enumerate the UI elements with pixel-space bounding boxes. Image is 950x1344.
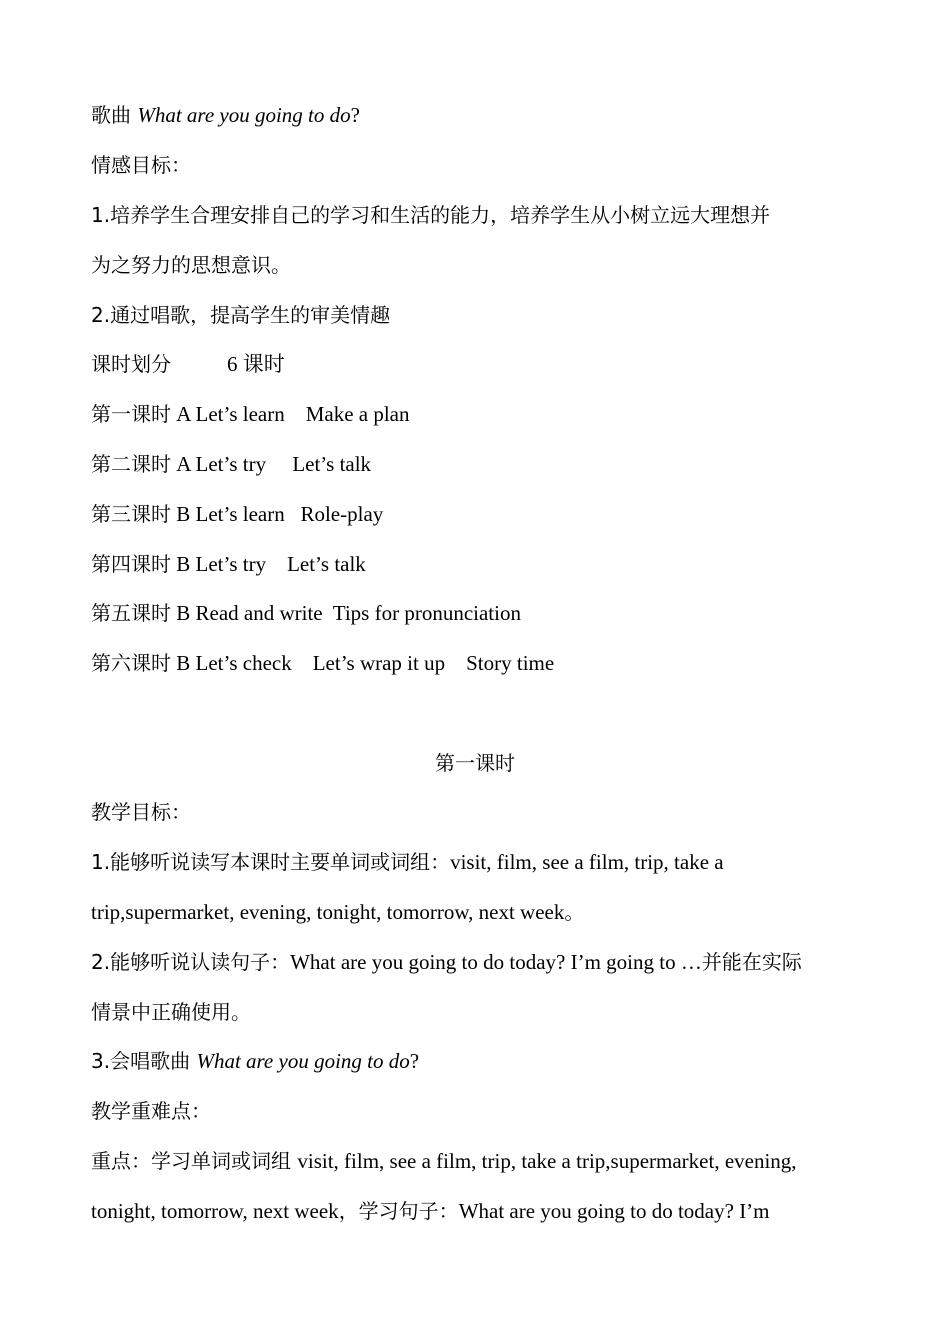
lesson-1: 第一课时 A Let’s learn Make a plan — [91, 402, 410, 426]
goal-2-cont: 情景中正确使用。 — [91, 1000, 251, 1024]
goal-1: 1.能够听说读写本课时主要单词或词组：visit, film, see a film, trip, take a — [91, 850, 724, 874]
goal-2: 2.能够听说认读句子：What are you going to do today? I’m going to …并能在实际 — [91, 950, 802, 974]
lesson-4: 第四课时 B Let’s try Let’s talk — [91, 552, 366, 576]
lesson-division: 课时划分 6 课时 — [91, 352, 285, 376]
lesson-5: 第五课时 B Read and write Tips for pronunciation — [91, 601, 521, 625]
lesson-2: 第二课时 A Let’s try Let’s talk — [91, 452, 372, 476]
section-title: 第一课时 — [435, 751, 515, 775]
emotion-goal-2: 2.通过唱歌，提高学生的审美情趣 — [91, 303, 391, 327]
emotion-goal-heading: 情感目标： — [91, 153, 191, 177]
goal-1-cont: trip,supermarket, evening, tonight, tomorrow, next week。 — [91, 900, 585, 924]
lesson-6: 第六课时 B Let’s check Let’s wrap it up Story time — [91, 651, 555, 675]
key-point-1: 重点：学习单词或词组 visit, film, see a film, trip, take a trip,supermarket, evening, — [91, 1149, 797, 1173]
emotion-goal-1: 1.培养学生合理安排自己的学习和生活的能力，培养学生从小树立远大理想并 — [91, 203, 771, 227]
teaching-goals-heading: 教学目标： — [91, 800, 191, 824]
key-point-1-cont: tonight, tomorrow, next week，学习句子：What are you going to do today? I’m — [91, 1199, 770, 1223]
goal-3: 3.会唱歌曲 What are you going to do? — [91, 1049, 420, 1073]
key-points-heading: 教学重难点： — [91, 1099, 211, 1123]
lesson-3: 第三课时 B Let’s learn Role-play — [91, 502, 384, 526]
emotion-goal-1-cont: 为之努力的思想意识。 — [91, 253, 291, 277]
song-line: 歌曲 What are you going to do? — [91, 103, 360, 127]
